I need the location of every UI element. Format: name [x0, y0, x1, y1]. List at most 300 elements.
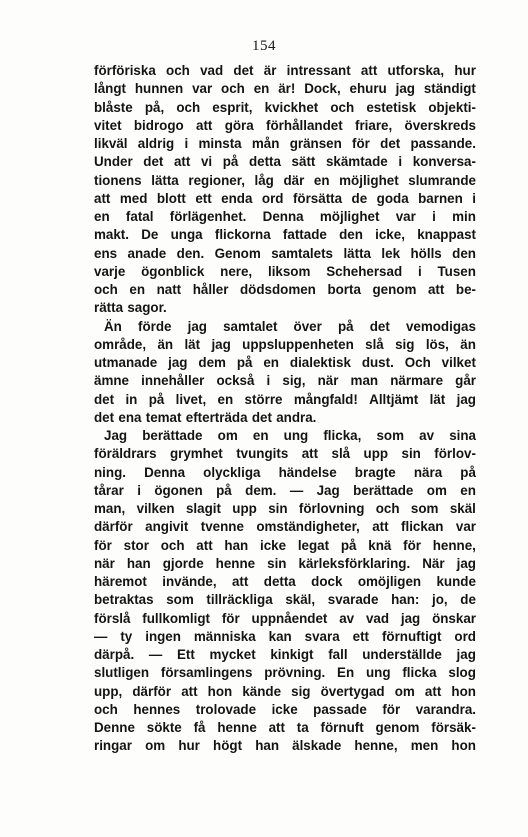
word: likväl — [94, 136, 128, 151]
word: hon — [451, 683, 476, 699]
word: för — [352, 136, 370, 151]
word: passade — [313, 701, 367, 717]
word: Genom — [214, 245, 261, 261]
word: vitet — [94, 117, 122, 133]
word: få — [193, 720, 206, 735]
word: möjlighet — [319, 209, 380, 224]
word: upp, — [94, 683, 123, 699]
word: sagor. — [127, 300, 167, 316]
word: Denna — [144, 464, 186, 480]
word: övertygad — [320, 683, 385, 699]
word: förnuft — [320, 720, 364, 735]
word: lätta — [151, 172, 179, 188]
word: tårar — [94, 482, 124, 498]
word: i — [417, 263, 422, 279]
word: dem. — [245, 482, 277, 498]
word: att — [181, 683, 198, 699]
text-line — [94, 99, 476, 117]
word: När — [422, 555, 445, 571]
word: med — [119, 190, 148, 206]
word: människa — [193, 628, 256, 644]
word: den — [452, 245, 476, 261]
word: för — [94, 537, 112, 553]
word: slå — [365, 336, 384, 352]
text-line — [94, 153, 476, 171]
word: det — [380, 136, 401, 151]
word: därför — [94, 519, 133, 535]
word: på, — [144, 99, 165, 115]
word: en — [253, 81, 270, 97]
word: jag — [395, 81, 415, 97]
word: är — [263, 63, 277, 78]
word: ögonen — [154, 482, 203, 498]
word: slutligen — [94, 665, 150, 681]
word: samtalets — [271, 245, 333, 261]
word: häremot — [94, 574, 147, 589]
word: sökte — [146, 720, 182, 735]
text-line — [94, 299, 476, 317]
word: fattade — [282, 227, 327, 243]
word: borta — [327, 282, 361, 297]
word: blåste — [94, 99, 133, 115]
word: lätta — [343, 245, 371, 261]
text-line — [94, 555, 476, 573]
text-line — [94, 518, 476, 536]
word: stor — [123, 537, 149, 553]
word: slumrande — [408, 172, 476, 188]
word: en — [217, 391, 234, 407]
word: på — [236, 355, 253, 370]
word: ögonblick — [141, 263, 205, 279]
word: knä — [368, 537, 392, 553]
word: ung — [365, 665, 391, 681]
word: större — [244, 391, 283, 407]
word: ett — [352, 628, 369, 644]
word: jag — [456, 391, 476, 407]
word: ord — [261, 190, 284, 206]
word: att — [301, 446, 319, 462]
word: förslå — [94, 610, 131, 626]
word: skäl, — [285, 592, 316, 608]
word: långt — [94, 81, 126, 97]
text-line — [94, 664, 476, 682]
word: jag — [400, 610, 421, 626]
word: än — [157, 336, 174, 352]
word: prövning. — [264, 665, 326, 681]
word: dem — [198, 355, 226, 370]
word: i — [432, 209, 436, 224]
word: det — [369, 318, 390, 334]
word: upp — [363, 446, 389, 462]
word: dödsdomen — [239, 282, 316, 297]
word: att — [173, 154, 191, 170]
word: det — [143, 154, 164, 170]
word: flicka — [402, 665, 437, 681]
word: slagit — [185, 501, 221, 516]
word: på — [340, 537, 357, 553]
word: hon — [207, 683, 233, 699]
word: låg — [254, 172, 274, 188]
word: passande. — [410, 136, 476, 151]
word: Jag — [104, 428, 128, 443]
word: angivit — [145, 519, 189, 535]
word: i — [472, 190, 476, 206]
word: — — [94, 628, 108, 644]
word: en — [94, 209, 110, 224]
word: friare, — [355, 117, 393, 133]
text-line — [94, 737, 476, 755]
word: gjorde — [162, 555, 204, 571]
word: närmare — [390, 373, 444, 389]
word: tvenne — [200, 519, 244, 535]
word: anade — [127, 245, 167, 261]
page-number: 154 — [252, 38, 276, 54]
word: ringar — [94, 738, 132, 754]
word: andra. — [276, 409, 317, 425]
word: när — [317, 373, 339, 389]
text-line — [94, 537, 476, 555]
word: sin — [401, 446, 421, 462]
word: i — [266, 373, 271, 389]
word: på — [148, 391, 165, 407]
word: trolovade — [195, 701, 257, 717]
word: icke — [271, 701, 298, 717]
word: varje — [94, 263, 126, 279]
word: tillräckliga — [206, 592, 273, 608]
word: goda — [376, 190, 409, 206]
word: där — [283, 172, 305, 188]
word: är! — [278, 81, 296, 97]
word: regioner, — [188, 172, 245, 188]
word: som — [166, 592, 194, 608]
word: högt — [213, 738, 243, 754]
word: i — [398, 154, 403, 170]
word: en — [460, 482, 476, 498]
word: mån — [251, 136, 280, 151]
word: Under — [94, 154, 133, 170]
word: utforska, — [387, 63, 445, 78]
word: i — [137, 482, 141, 498]
word: vemodigas — [405, 318, 476, 334]
word: jag — [456, 555, 476, 571]
word: han — [224, 537, 249, 553]
word: sig, — [282, 373, 306, 389]
word: — — [148, 647, 163, 662]
word: och — [330, 99, 355, 115]
word: att — [94, 190, 111, 206]
word: dust. — [361, 355, 394, 370]
text-line — [94, 573, 476, 591]
word: hölls — [410, 245, 442, 261]
word: han — [126, 555, 151, 571]
word: Ett — [176, 647, 195, 662]
word: tionens — [94, 172, 142, 188]
word: detta — [263, 574, 296, 589]
word: intressant — [286, 63, 351, 78]
word: uppsluppenheten — [242, 336, 354, 352]
word: Schehersad — [326, 263, 403, 279]
word: blott — [156, 190, 186, 206]
word: och — [375, 501, 400, 516]
word: berättade — [142, 428, 203, 443]
word: in — [125, 391, 138, 407]
word: var — [395, 209, 416, 224]
word: på — [222, 154, 239, 170]
word: håller — [192, 282, 229, 297]
text-line — [94, 245, 476, 263]
word: aldrig — [137, 136, 175, 151]
word: be- — [455, 282, 476, 297]
word: esprit, — [212, 99, 253, 115]
word: estetisk — [366, 99, 417, 115]
word: Jag — [316, 482, 340, 498]
word: att — [427, 282, 445, 297]
word: fullkomligt — [142, 610, 210, 626]
word: vi — [200, 154, 213, 170]
word: ta — [296, 720, 309, 735]
word: en — [252, 428, 269, 443]
word: över — [293, 318, 322, 334]
word: går — [455, 373, 476, 389]
word: jag — [168, 355, 188, 370]
word: knappast — [417, 227, 476, 243]
word: av — [339, 610, 355, 626]
word: vad — [200, 63, 224, 78]
text-line — [94, 372, 476, 390]
word: hunnen — [134, 81, 184, 97]
word: minsta — [198, 136, 242, 151]
word: för — [382, 701, 401, 717]
word: unga — [170, 227, 203, 243]
word: om — [145, 738, 166, 754]
word: hur — [178, 738, 200, 754]
word: det — [233, 63, 254, 78]
word: enda — [221, 190, 253, 206]
text-line — [94, 226, 476, 244]
word: rätta — [94, 300, 124, 316]
text-line — [94, 427, 476, 445]
word: ehuru — [349, 81, 387, 97]
word: och — [94, 701, 118, 717]
word: var — [192, 81, 213, 97]
word: han: — [391, 592, 420, 608]
word: var — [455, 519, 476, 535]
word: icke, — [375, 227, 405, 243]
word: lek — [381, 245, 401, 261]
word: ena — [118, 409, 142, 425]
text-line — [94, 482, 476, 500]
word: En — [337, 665, 355, 681]
text-line — [94, 646, 476, 664]
word: lät — [429, 391, 446, 407]
word: natt — [156, 282, 182, 297]
word: händelse — [278, 464, 337, 480]
word: efterträda — [185, 409, 248, 425]
word: ett — [195, 190, 212, 206]
word: henne — [215, 555, 256, 571]
word: för — [221, 610, 240, 626]
word: omständigheter, — [256, 519, 360, 535]
word: det — [94, 409, 115, 425]
word: göra — [224, 117, 254, 133]
word: förnuftigt — [381, 628, 442, 644]
word: kvickhet — [264, 99, 319, 115]
word: och — [176, 99, 201, 115]
word: på — [216, 482, 232, 498]
word: grymhet — [169, 446, 223, 462]
word: om — [394, 683, 415, 699]
word: jag — [187, 318, 207, 334]
word: icke — [260, 537, 287, 553]
word: kunde — [436, 574, 476, 589]
word: Dock, — [304, 81, 341, 97]
word: vilken — [136, 501, 175, 516]
word: jo, — [431, 592, 448, 608]
word: sin — [268, 501, 288, 516]
word: nere, — [220, 263, 253, 279]
word: han — [255, 738, 279, 754]
word: vad — [365, 610, 390, 626]
word: när — [94, 555, 115, 571]
word: därpå. — [94, 647, 135, 662]
word: Denna — [262, 209, 304, 224]
text-line — [94, 683, 476, 701]
word: invände, — [162, 574, 217, 589]
word: mycket — [209, 647, 256, 662]
word: och — [94, 282, 118, 297]
word: hennes — [133, 701, 181, 717]
word: ty — [120, 628, 133, 644]
word: på — [337, 318, 354, 334]
word: fatal — [125, 209, 154, 224]
word: fall — [328, 647, 348, 662]
word: en — [313, 172, 330, 188]
word: flickorna — [214, 227, 271, 243]
word: legat — [297, 537, 330, 553]
word: men — [410, 738, 439, 754]
text-line — [94, 318, 476, 336]
word: underställde — [362, 647, 442, 662]
word: att — [231, 574, 249, 589]
word: Alltjämt — [369, 391, 419, 407]
word: hur — [454, 63, 476, 78]
word: det — [251, 409, 272, 425]
word: dock — [311, 574, 343, 589]
word: än — [460, 336, 476, 352]
text-line — [94, 701, 476, 719]
word: slå — [331, 446, 351, 462]
word: Än — [104, 318, 122, 334]
word: De — [141, 227, 159, 243]
word: de — [460, 592, 476, 608]
word: sin — [267, 555, 287, 571]
word: sig — [291, 683, 311, 699]
word: förde — [137, 318, 172, 334]
word: flicka, — [323, 428, 362, 443]
word: att — [196, 537, 213, 553]
text-line — [94, 354, 476, 372]
word: bidrogo — [133, 117, 184, 133]
word: att — [360, 63, 378, 78]
word: omöjligen — [357, 574, 422, 589]
word: förlovning — [298, 501, 365, 516]
word: också — [216, 373, 255, 389]
word: ämne — [94, 373, 129, 389]
text-line — [94, 263, 476, 281]
text-line — [94, 117, 476, 135]
word: lät — [184, 336, 201, 352]
word: förlov- — [434, 446, 476, 462]
word: slog — [448, 665, 476, 681]
body-text — [94, 62, 476, 756]
word: om — [426, 482, 447, 498]
word: dialektisk — [289, 355, 351, 370]
text-line — [94, 500, 476, 518]
word: samtalet — [223, 318, 278, 334]
word: område, — [94, 336, 147, 352]
word: ens — [94, 245, 118, 261]
word: man — [350, 373, 379, 389]
word: försätta — [292, 190, 343, 206]
text-line — [94, 135, 476, 153]
word: den — [339, 227, 363, 243]
word: sätt — [291, 154, 316, 170]
word: betraktas — [94, 592, 154, 608]
word: varandra. — [415, 701, 476, 717]
text-line — [94, 409, 476, 427]
word: ning. — [94, 464, 126, 480]
word: min — [452, 209, 476, 224]
word: olyckliga — [203, 464, 261, 480]
word: nära — [413, 464, 443, 480]
word: Tusen — [437, 263, 476, 279]
text-line — [94, 190, 476, 208]
word: kan — [268, 628, 292, 644]
word: kinkigt — [270, 647, 314, 662]
word: överskreds — [404, 117, 476, 133]
text-line — [94, 391, 476, 409]
word: objekti- — [428, 99, 476, 115]
word: kärleksförklaring. — [298, 555, 411, 571]
word: henne, — [432, 537, 476, 553]
word: innehåller — [141, 373, 205, 389]
word: en — [263, 355, 279, 370]
word: och — [221, 81, 245, 97]
word: de — [351, 190, 368, 206]
word: jag — [211, 336, 231, 352]
word: och — [166, 63, 190, 78]
word: gränsen — [289, 136, 342, 151]
word: jag — [456, 647, 476, 662]
word: önskar — [432, 610, 476, 626]
text-line — [94, 445, 476, 463]
word: genom — [375, 720, 420, 735]
word: svara — [304, 628, 340, 644]
word: om — [217, 428, 238, 443]
word: barnen — [418, 190, 463, 206]
text-line — [94, 281, 476, 299]
word: Denne — [94, 720, 135, 735]
word: den. — [176, 245, 205, 261]
text-line — [94, 610, 476, 628]
text-line — [94, 80, 476, 98]
word: utmanade — [94, 355, 158, 370]
word: att — [372, 519, 389, 535]
text-line — [94, 464, 476, 482]
word: bragte — [354, 464, 396, 480]
word: föräldrars — [94, 446, 157, 462]
text-line — [94, 719, 476, 737]
